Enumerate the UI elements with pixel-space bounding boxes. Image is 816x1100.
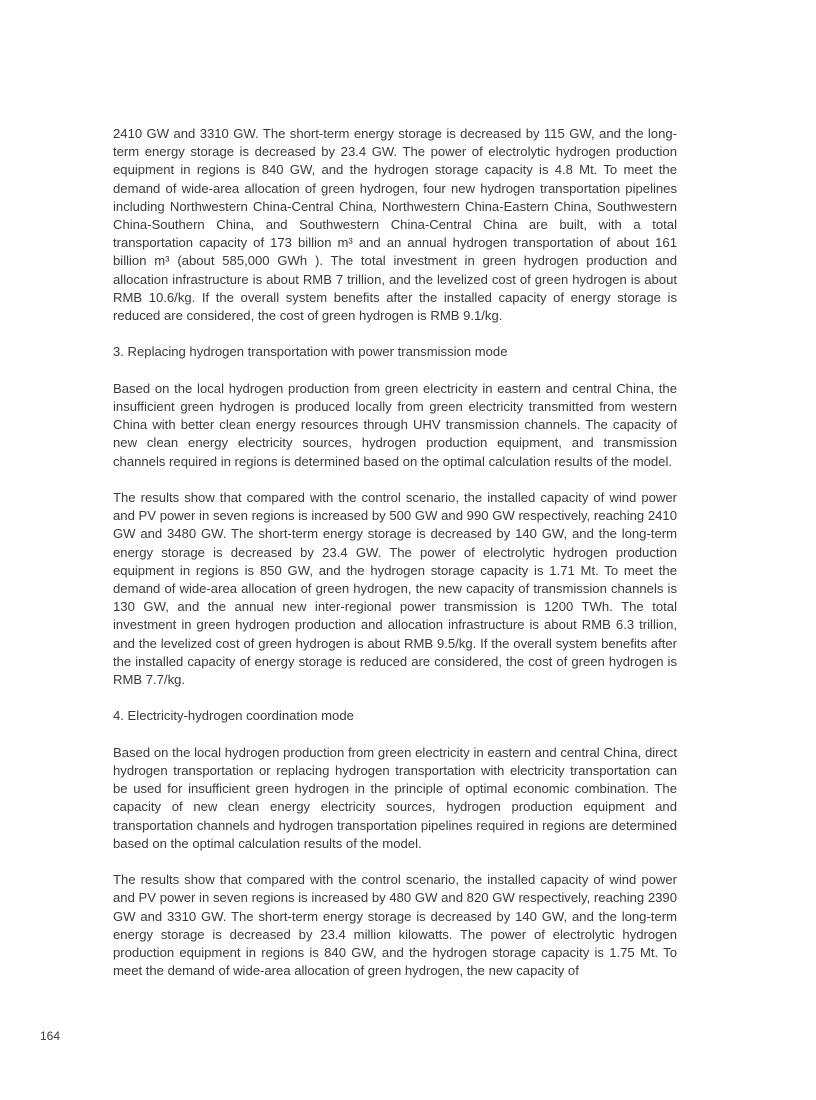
paragraph-spacer bbox=[113, 471, 677, 489]
page-number: 164 bbox=[40, 1029, 61, 1043]
paragraph-spacer bbox=[113, 853, 677, 871]
paragraph-spacer bbox=[113, 726, 677, 744]
paragraph-spacer bbox=[113, 689, 677, 707]
paragraph-spacer bbox=[113, 325, 677, 343]
section-heading-coordination-mode: 4. Electricity-hydrogen coordination mode bbox=[113, 708, 354, 724]
page-body bbox=[113, 125, 677, 980]
paragraph-power-transmission-results: The results show that compared with the control scenario, the installed capacity of wind power and PV power in seven regions is increased by 500 GW and 990 GW respectively, reaching 2410 GW and 3480 GW. The short-term energy storage is decreased by 140 GW, and the long-term energy storage is decreased by 23.4 GW. The power of electrolytic hydrogen production equipment in regions is 850 GW, and the hydrogen storage capacity is 1.71 Mt. To meet the demand of wide-area allocation of green hydrogen, the new capacity of transmission channels is 130 GW, and the annual new inter-regional power transmission is 1200 TWh. The total investment in green hydrogen production and allocation infrastructure is about RMB 6.3 trillion, and the levelized cost of green hydrogen is about RMB 9.5/kg. If the overall system benefits after the installed capacity of energy storage is reduced are considered, the cost of green hydrogen is RMB 7.7/kg. bbox=[113, 490, 677, 688]
paragraph-coordination-results: The results show that compared with the control scenario, the installed capacity of wind power and PV power in seven regions is increased by 480 GW and 820 GW respectively, reaching 2390 GW and 3310 GW. The short-term energy storage is decreased by 140 GW, and the long-term energy storage is decreased by 23.4 million kilowatts. The power of electrolytic hydrogen production equipment in regions is 840 GW, and the hydrogen storage capacity is 1.75 Mt. To meet the demand of wide-area allocation of green hydrogen, the new capacity of bbox=[113, 872, 677, 979]
paragraph-power-transmission-description: Based on the local hydrogen production from green electricity in eastern and central China, the insufficient green hydrogen is produced locally from green electricity transmitted from western China with better clean energy resources through UHV transmission channels. The capacity of new clean energy electricity sources, hydrogen production equipment, and transmission channels required in regions is determined based on the optimal calculation results of the model. bbox=[113, 380, 677, 469]
section-heading-power-transmission-mode: 3. Replacing hydrogen transportation with power transmission mode bbox=[113, 344, 508, 360]
paragraph-coordination-description: Based on the local hydrogen production from green electricity in eastern and central China, direct hydrogen transportation or replacing hydrogen transportation with electricity transportation can be used for insufficient green hydrogen in the principle of optimal economic combination. The capacity of new clean energy electricity sources, hydrogen production equipment and transportation channels and hydrogen transportation pipelines required in regions are determined based on the optimal calculation results of the model. bbox=[113, 744, 677, 851]
paragraph-spacer bbox=[113, 362, 677, 380]
paragraph-pipeline-mode-results: 2410 GW and 3310 GW. The short-term energy storage is decreased by 115 GW, and the long-term energy storage is decreased by 23.4 GW. The power of electrolytic hydrogen production equipment in regions is 840 GW, and the hydrogen storage capacity is 4.8 Mt. To meet the demand of wide-area allocation of green hydrogen, four new hydrogen transportation pipelines including Northwestern China-Central China, Northwestern China-Eastern China, Southwestern China-Southern China, and Southwestern China-Central China are built, with a total transportation capacity of 173 billion m³ and an annual hydrogen transportation of about 161 billion m³ (about 585,000 GWh ). The total investment in green hydrogen production and allocation infrastructure is about RMB 7 trillion, and the levelized cost of green hydrogen is about RMB 10.6/kg. If the overall system benefits after the installed capacity of energy storage is reduced are considered, the cost of green hydrogen is RMB 9.1/kg. bbox=[113, 126, 677, 324]
